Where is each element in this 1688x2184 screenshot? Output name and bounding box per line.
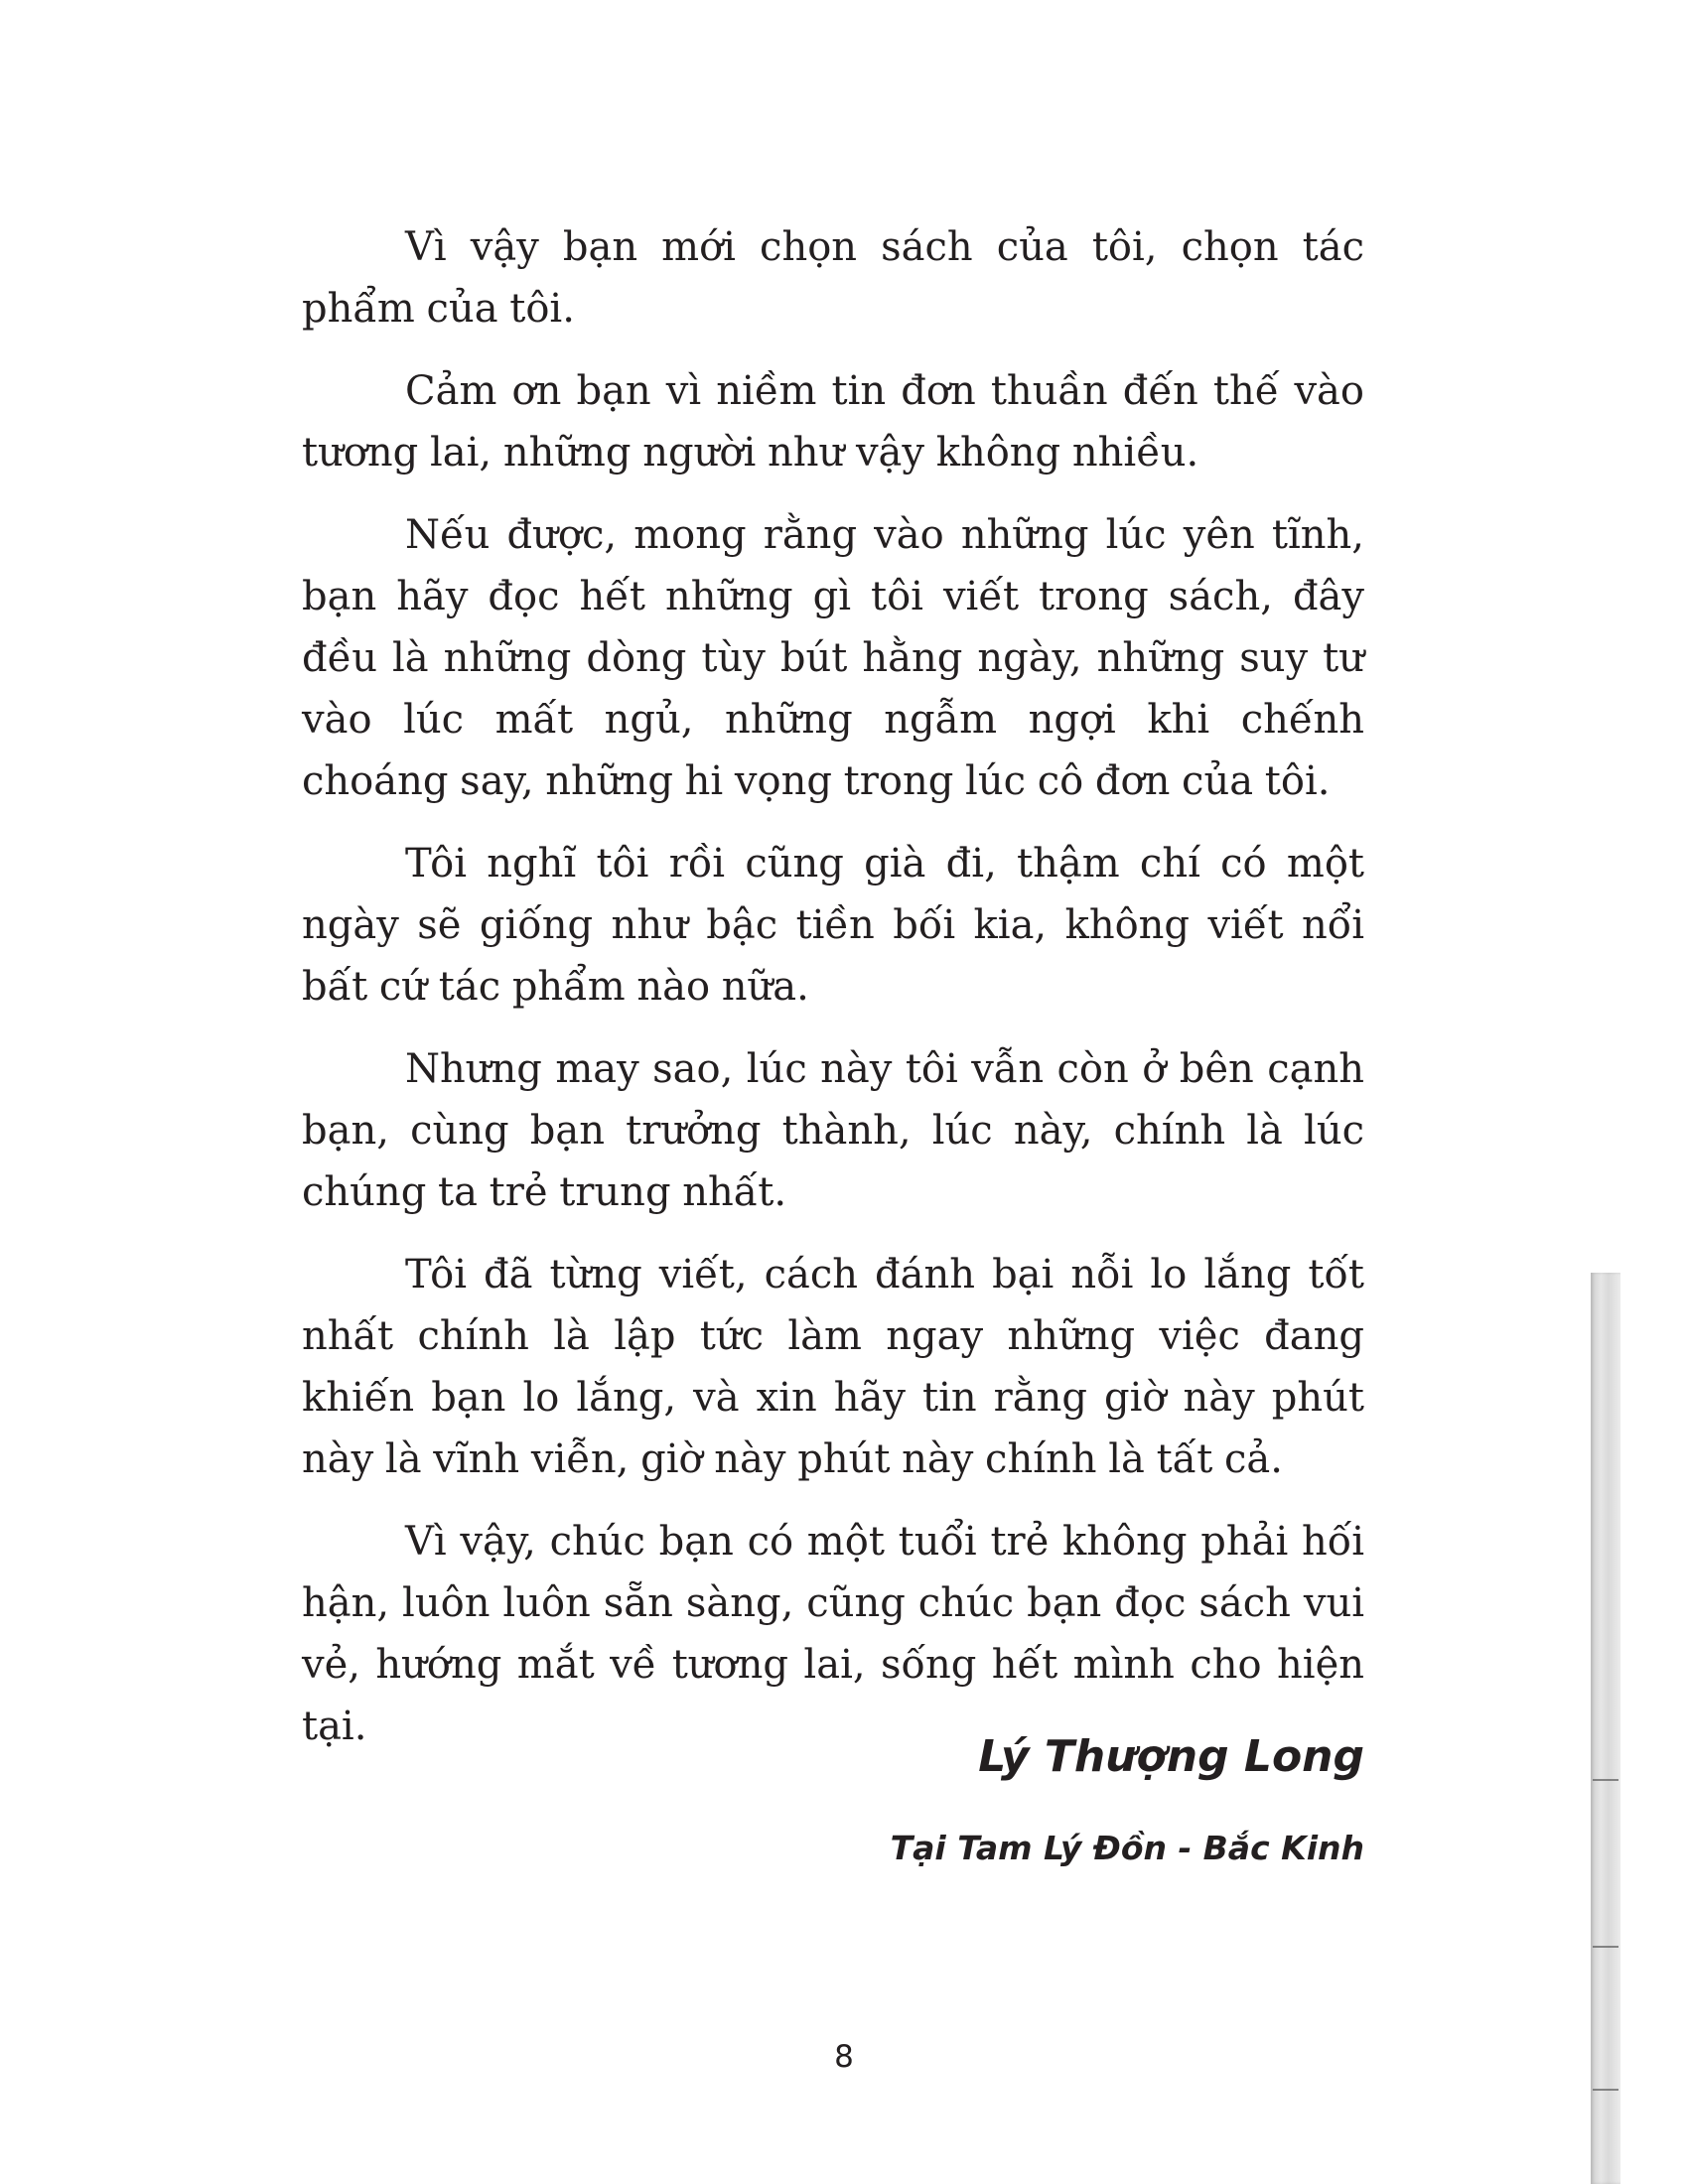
author-signature: Lý Thượng Long xyxy=(978,1731,1364,1782)
edge-tear-mark xyxy=(1593,1946,1618,1948)
page-edge-decoration xyxy=(1591,1273,1620,2184)
paragraph: Nếu được, mong rằng vào những lúc yên tĩnh, bạn hãy đọc hết những gì tôi viết trong sách, đây đều là những dòng tùy bút hằng ngày, những suy tư vào lúc mất ngủ, những ngẫm ngợi khi chếnh choáng say, những hi vọng trong lúc cô đơn của tôi. xyxy=(302,512,1364,804)
paragraph: Tôi nghĩ tôi rồi cũng già đi, thậm chí có một ngày sẽ giống như bậc tiền bối kia, không viết nổi bất cứ tác phẩm nào nữa. xyxy=(302,841,1364,1010)
paragraph: Cảm ơn bạn vì niềm tin đơn thuần đến thế vào tương lai, những người như vậy không nhiều. xyxy=(302,368,1364,476)
paragraph: Tôi đã từng viết, cách đánh bại nỗi lo lắng tốt nhất chính là lập tức làm ngay những việc đang khiến bạn lo lắng, và xin hãy tin rằng giờ này phút này là vĩnh viễn, giờ này phút này chính là tất cả. xyxy=(302,1252,1364,1482)
edge-tear-mark xyxy=(1593,2089,1618,2091)
page-number: 8 xyxy=(834,2039,854,2075)
edge-tear-mark xyxy=(1593,1779,1618,1781)
signature-location: Tại Tam Lý Đồn - Bắc Kinh xyxy=(890,1829,1364,1867)
paragraph: Vì vậy, chúc bạn có một tuổi trẻ không phải hối hận, luôn luôn sẵn sàng, cũng chúc bạn đọc sách vui vẻ, hướng mắt về tương lai, sống hết mình cho hiện tại. xyxy=(302,1519,1364,1749)
body-text xyxy=(302,216,1364,1778)
paragraph: Vì vậy bạn mới chọn sách của tôi, chọn tác phẩm của tôi. xyxy=(302,224,1364,332)
paragraph: Nhưng may sao, lúc này tôi vẫn còn ở bên cạnh bạn, cùng bạn trưởng thành, lúc này, chính là lúc chúng ta trẻ trung nhất. xyxy=(302,1046,1364,1215)
